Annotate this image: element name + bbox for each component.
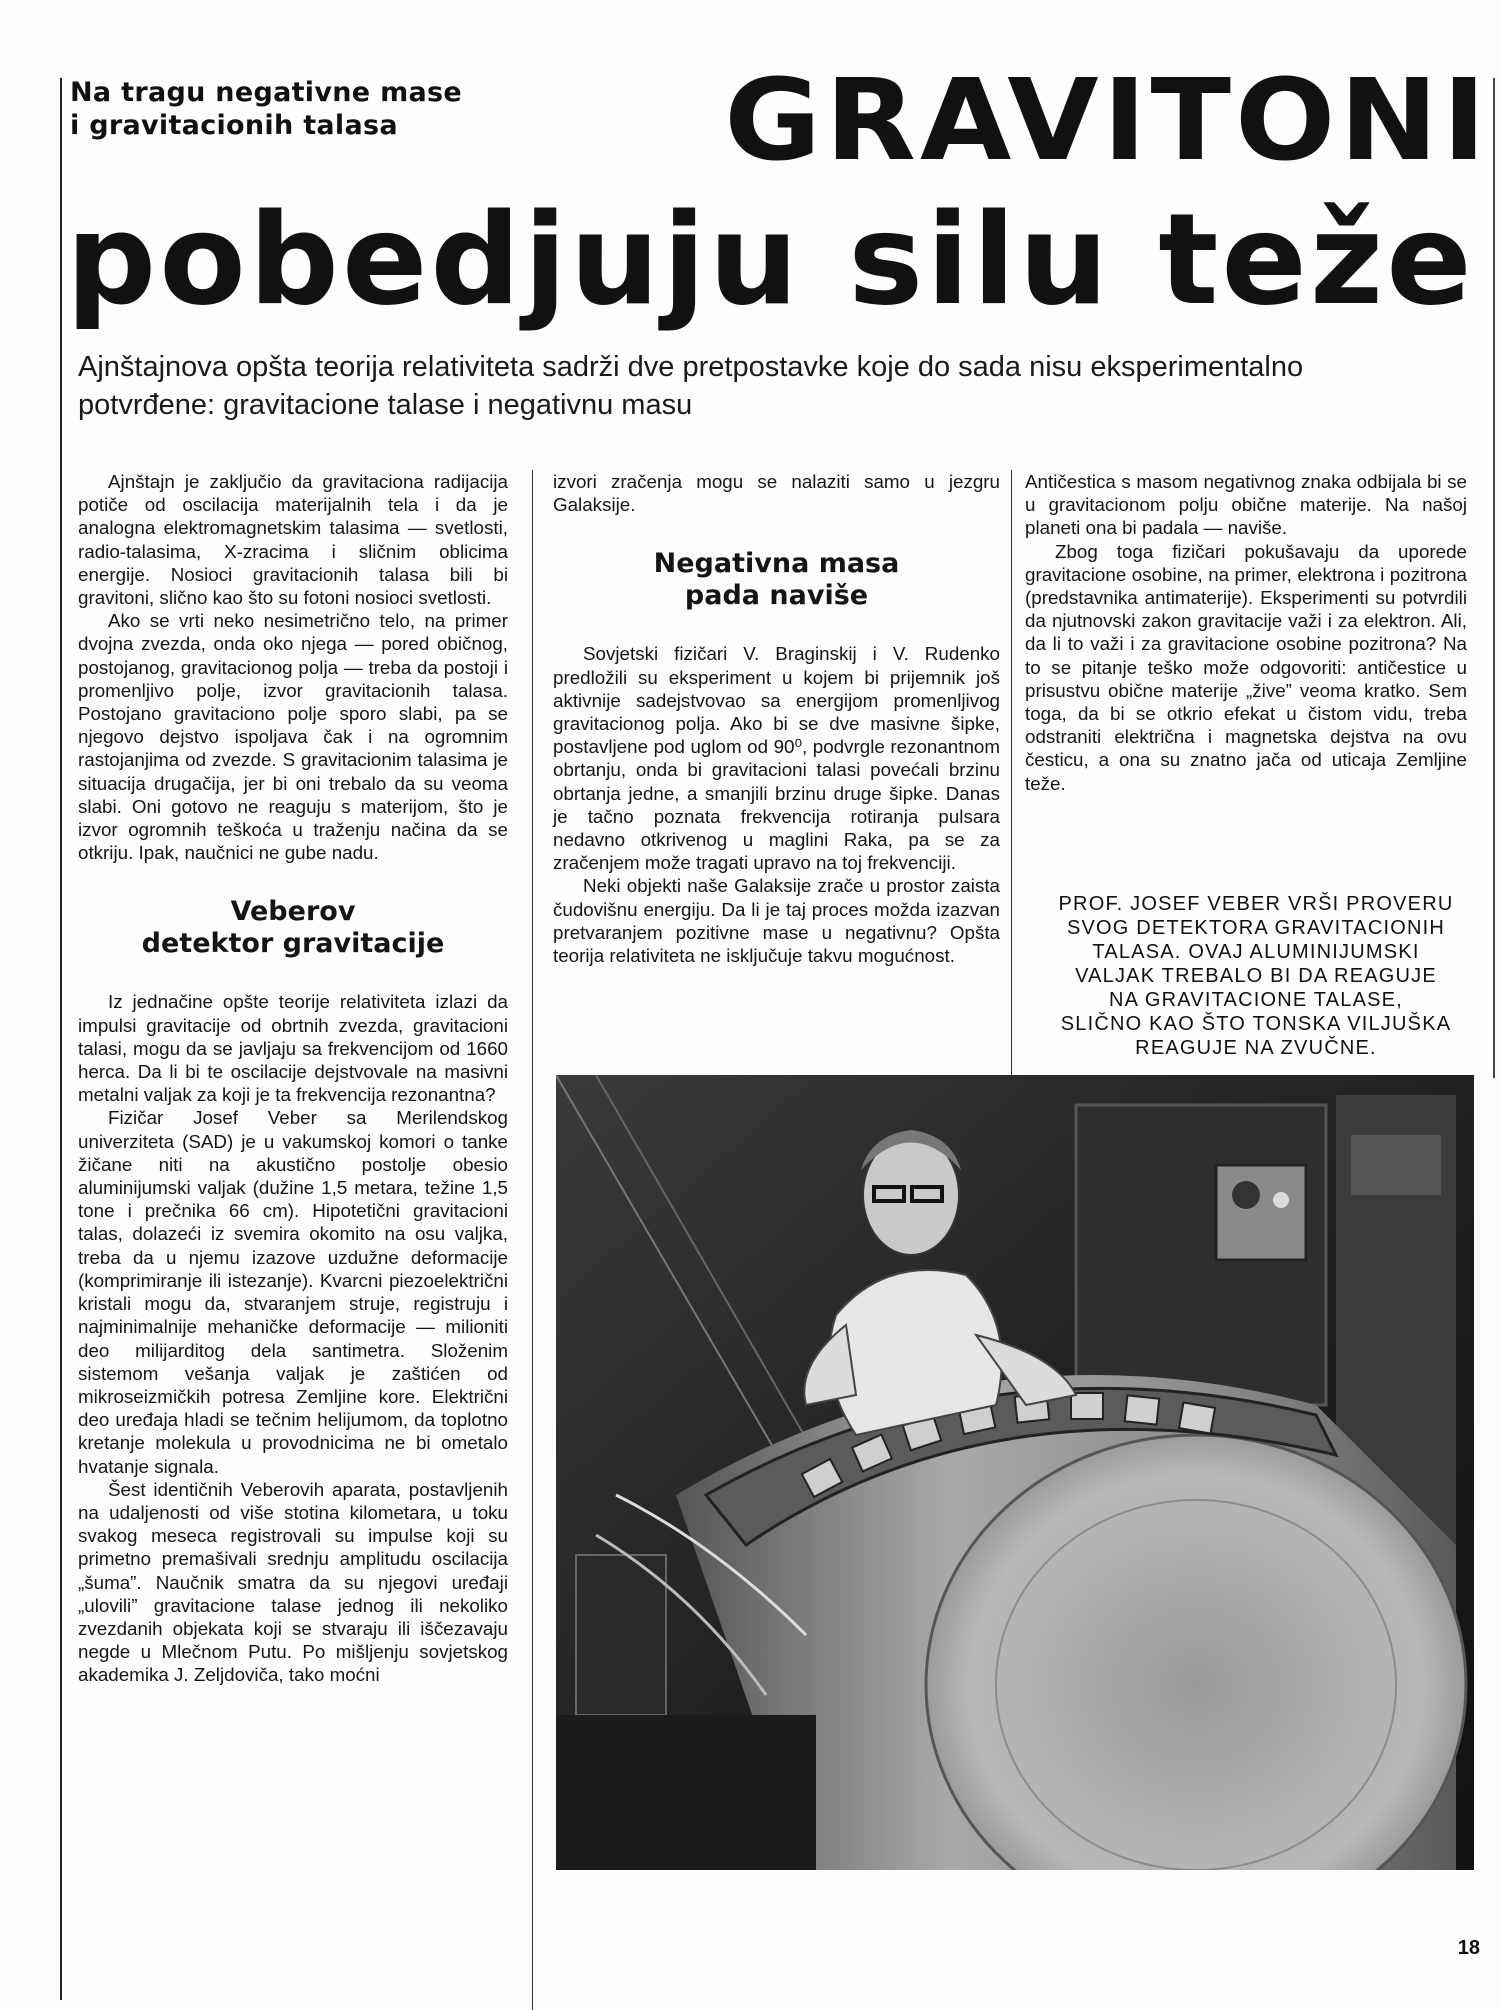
column-3-paragraph-1: Antičestica s masom negativnog znaka odbijala bi se u gravitacionom polju obične materije. Na našoj planeti ona bi padala — naviše.	[1025, 471, 1467, 539]
lead-line-2: potvrđene: gravitacione talase i negativnu masu	[78, 389, 693, 421]
subheading-line-2: pada naviše	[684, 580, 869, 612]
article-column-1	[78, 470, 508, 1687]
caption-line-5: NA GRAVITACIONE TALASE,	[1109, 989, 1403, 1011]
kicker-line-1: Na tragu negativne mase	[70, 77, 463, 108]
caption-line-7: REAGUJE NA ZVUČNE.	[1135, 1037, 1377, 1059]
lead-paragraph	[78, 348, 1478, 424]
photo-weber-detector	[556, 1075, 1474, 1870]
column-divider-1	[532, 470, 533, 2010]
photo-illustration	[556, 1075, 1474, 1870]
subheading-line-1: Veberov	[230, 896, 356, 928]
column-2-paragraph-2: Sovjetski fizičari V. Braginskij i V. Rudenko predložili su eksperiment u kojem bi prijemnik još aktivnije sadejstvovao sa energijom promenljivog gravitacionog polja. Ako bi se dve masivne šipke, postavljene pod uglom od 90⁰, podvrgle rezonantnom obrtanju, onda bi gravitacioni talasi povećali brzinu obrtanja jedne, a smanjili brzinu druge šipke. Danas je tačno poznata frekvencija rotiranja pulsara nedavno otkrivenog u maglini Raka, pa se za zračenjem može tragati upravo na toj frekvenciji.	[553, 643, 1000, 874]
column-2-paragraph-1: izvori zračenja mogu se nalaziti samo u jezgru Galaksije.	[553, 471, 1000, 516]
kicker-line-2: i gravitacionih talasa	[70, 110, 398, 141]
column-1-paragraph-5: Šest identičnih Veberovih aparata, postavljenih na udaljenosti od više stotina kilometara, u toku svakog meseca registrovali su impulse koji su primetno premašivali srednju amplitudu oscilacija „šuma”. Naučnik smatra da su njegovi uređaji „ulovili” gravitacione talase jednog ili nekoliko zvezdanih objekata koji se stvaraju ili iščezavaju negde u Mlečnom Putu. Po mišljenju sovjetskog akademika J. Zeljdoviča, tako moćni	[78, 1478, 508, 1686]
subheading-veberov-detektor	[78, 896, 508, 960]
subheading-line-1: Negativna masa	[653, 548, 900, 580]
caption-line-1: PROF. JOSEF VEBER VRŠI PROVERU	[1058, 893, 1454, 915]
lead-line-1: Ajnštajnova opšta teorija relativiteta sadrži dve pretpostavke koje do sada nisu eksperimentalno	[78, 351, 1304, 383]
column-divider-2	[1011, 470, 1012, 1080]
column-2-paragraph-3: Neki objekti naše Galaksije zrače u prostor zaista čudovišnu energiju. Da li je taj proces možda izazvan pretvaranjem pozitivne mase u negativnu? Opšta teorija relativiteta ne isključuje takvu mogućnost.	[553, 875, 1000, 967]
photo-caption	[1040, 892, 1472, 1060]
column-1-paragraph-4: Fizičar Josef Veber sa Merilendskog univerziteta (SAD) je u vakumskoj komori o tanke žičane niti na akustično postolje obesio aluminijumski valjak (dužine 1,5 metara, težine 1,5 tone i prečnika 66 cm). Hipotetični gravitacioni talas, dolazeći iz svemira okomito na osu valjka, treba da u njemu izazove uzdužne deformacije (komprimiranje ili istezanje). Kvarcni piezoelektrični kristali mogu da, stvaranjem struje, registruju i najminimalnije mehaničke deformacije — milioniti deo milijarditog dela santimetra. Složenim sistemom vešanja valjak je zaštićen od mikroseizmičkih potresa Zemljine kore. Električni deo uređaja hladi se tečnim helijumom, da toplotno kretanje molekula u provodnicima ne bi ometalo hvatanje signala.	[78, 1107, 508, 1477]
left-margin-rule	[60, 78, 62, 2000]
column-3-paragraph-2: Zbog toga fizičari pokušavaju da uporede gravitacione osobine, na primer, elektrona i pozitrona (predstavnika antimaterije). Eksperimenti su potvrdili da njutnovski zakon gravitacije važi i za elektron. Ali, da li to važi i za gravitacione osobine pozitrona? Na to se pitanje teško može odgovoriti: antičestice u prisustvu obične materije „žive” veoma kratko. Sem toga, da bi se otkrio efekat u čistom vidu, treba odstraniti električna i magnetska dejstva na ovu česticu, a ona su znatno jača od uticaja Zemljine teže.	[1025, 540, 1467, 794]
kicker	[70, 76, 590, 142]
caption-line-2: SVOG DETEKTORA GRAVITACIONIH	[1066, 917, 1446, 939]
headline-line-2: pobedjuju silu teže	[66, 186, 1475, 333]
subheading-line-2: detektor gravitacije	[141, 928, 445, 960]
article-column-3	[1025, 470, 1467, 795]
caption-line-6: SLIČNO KAO ŠTO TONSKA VILJUŠKA	[1060, 1013, 1452, 1035]
page-number: 18	[1457, 1937, 1480, 1959]
article-column-2	[553, 470, 1000, 967]
subheading-negativna-masa	[553, 548, 1000, 612]
column-1-paragraph-1: Ajnštajn je zaključio da gravitaciona radijacija potiče od oscilacija materijalnih tela i da je analogna elektromagnetskim talasima — svetlosti, radio-talasima, X-zracima i sličnim oblicima energije. Nosioci gravitacionih talasa bili bi gravitoni, slično kao što su fotoni nosioci svetlosti.	[78, 471, 508, 609]
column-1-paragraph-2: Ako se vrti neko nesimetrično telo, na primer dvojna zvezda, onda oko njega — pored običnog, postojanog, gravitacionog polja — treba da postoji i promenljivo polje, izvor gravitacionih talasa. Postojano gravitaciono polje sporo slabi, pa se njegovo dejstvo ispoljava čak i na ogromnim rastojanjima od zvezde. S gravitacionim talasima je situacija drugačija, jer bi oni trebalo da su veoma slabi. Oni gotovo ne reaguju s materijom, što je izvor ogromnih teškoća u traženju načina da se otkriju. Ipak, naučnici ne gube nadu.	[78, 610, 508, 864]
caption-line-4: VALJAK TREBALO BI DA REAGUJE	[1075, 965, 1437, 987]
headline-line-1: GRAVITONI	[724, 54, 1490, 186]
caption-line-3: TALASA. OVAJ ALUMINIJUMSKI	[1092, 941, 1420, 963]
column-1-paragraph-3: Iz jednačine opšte teorije relativiteta izlazi da impulsi gravitacije od obrtnih zvezda, gravitacioni talasi, mogu da se javljaju sa frekvencijom od 1660 herca. Da li bi te oscilacije dejstvovale na masivni metalni valjak za koji je ta frekvencija rezonantna?	[78, 991, 508, 1106]
